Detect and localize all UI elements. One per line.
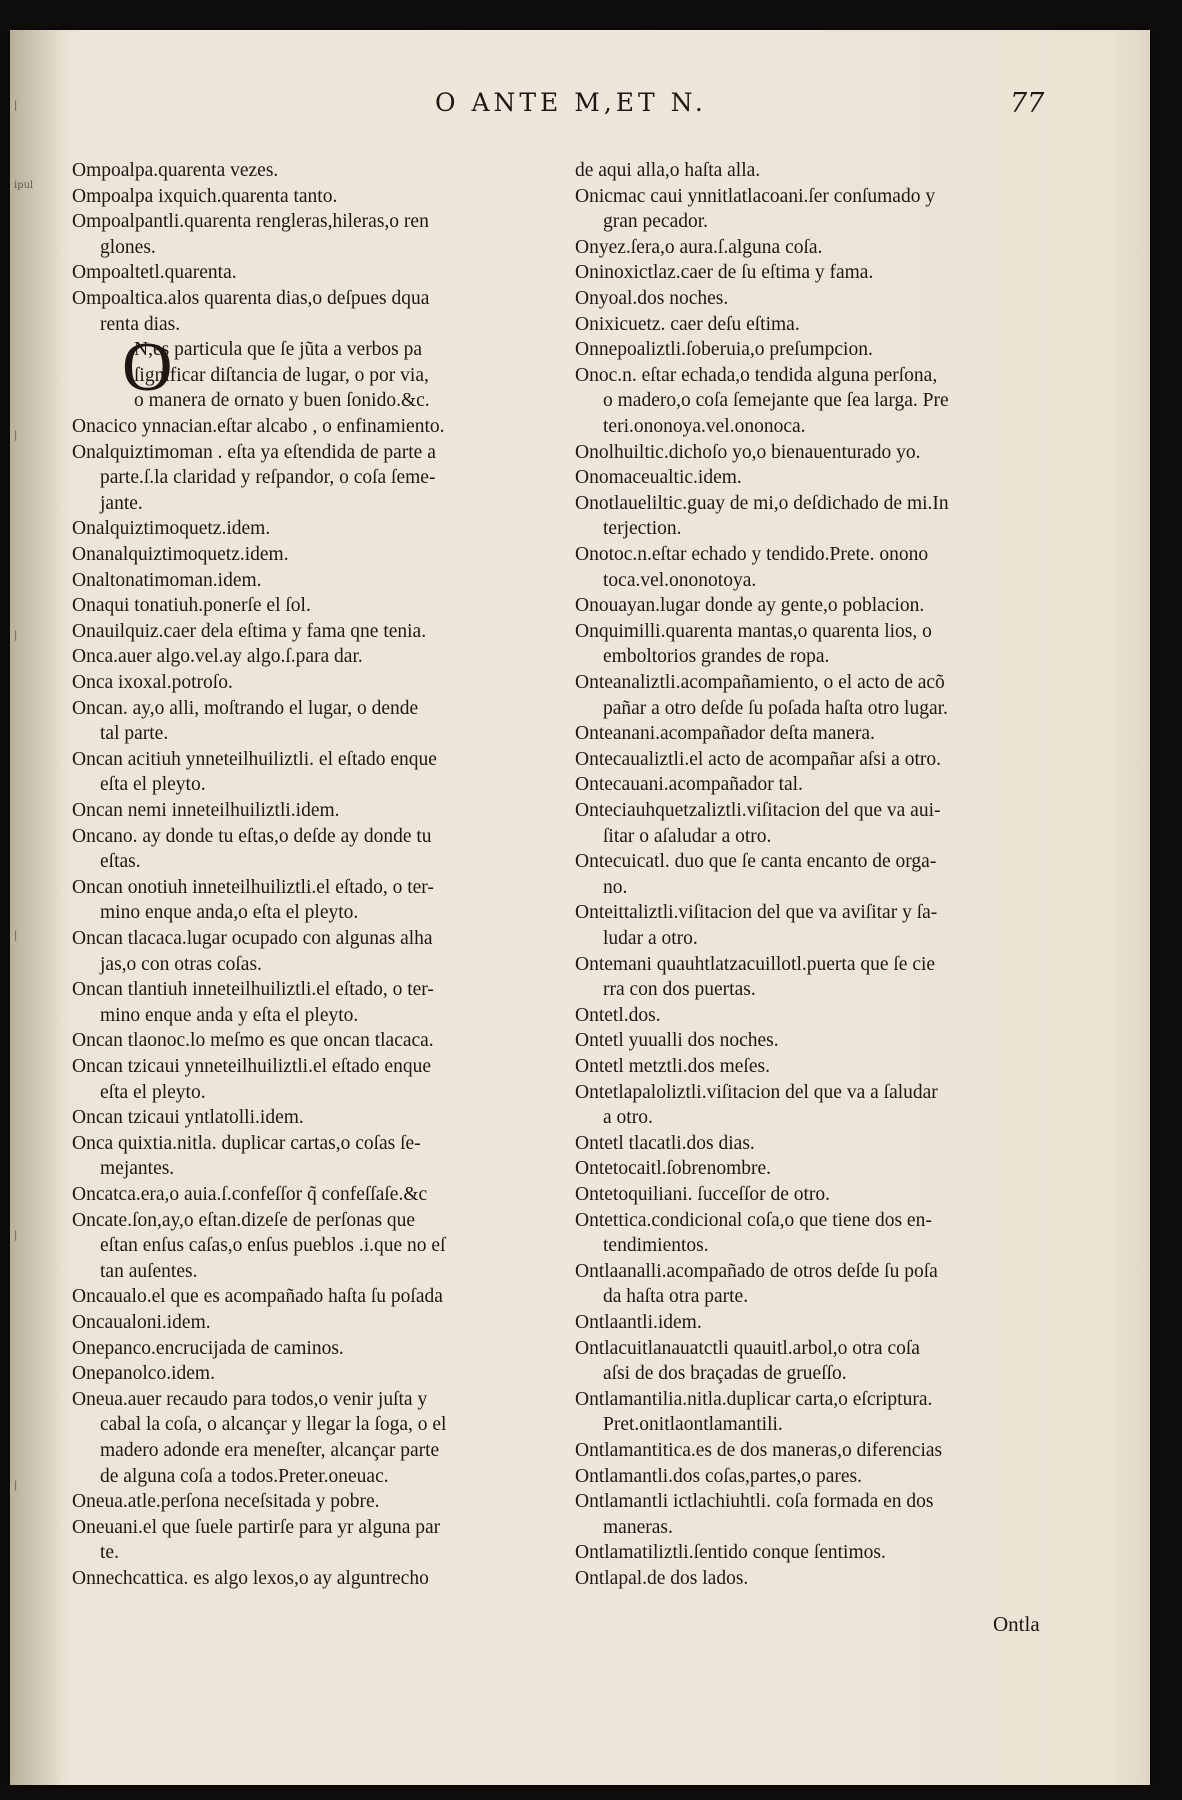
entry-line: Ompoalpa ixquich.quarenta tanto. [72,185,338,207]
entry-line: Oneua.auer recaudo para todos,o venir juſta y [72,1388,428,1410]
entry-line: Onolhuiltic.dichoſo yo,o bienauenturado yo. [575,441,921,463]
entry-line: Ontecauani.acompañador tal. [575,774,803,796]
entry-line: ſitar o aſaludar a otro. [603,825,772,847]
entry-line: Oncaualo.el que es acompañado haſta ſu poſada [72,1286,443,1308]
dictionary-entry [575,542,1080,593]
entry-line: Oncan onotiuh inneteilhuiliztli.el eſtado, o ter- [72,876,434,898]
dictionary-entry [72,414,562,440]
dictionary-entry [72,1336,562,1362]
dictionary-entry [575,593,1080,619]
gutter-fragment: | [14,930,18,941]
entry-line: Ompoalpa.quarenta vezes. [72,160,279,181]
dictionary-entry [72,926,562,977]
entry-line: Oncatca.era,o auia.ſ.confeſſor q̃ confeſſaſe.&c [72,1184,428,1205]
entry-line: de aqui alla,o haſta alla. [575,160,761,181]
entry-line: gran pecador. [603,211,709,233]
dictionary-entry [72,1310,562,1336]
entry-line: Ompoalpantli.quarenta rengleras,hileras,o ren [72,211,429,233]
entry-line: eſtas. [100,851,141,873]
entry-line: Onalquiztimoman . eſta ya eſtendida de parte a [72,441,436,463]
dictionary-entry [72,440,562,517]
gutter-fragment: | [14,1230,18,1241]
entry-line: Oneuani.el que ſuele partirſe para yr alguna par [72,1516,441,1538]
entry-line: Pret.onitlaontlamantili. [603,1414,783,1436]
entry-line: Onotoc.n.eſtar echado y tendido.Prete. onono [575,544,929,565]
dictionary-entry [575,1028,1080,1054]
dictionary-entry [72,1387,562,1489]
entry-line: cabal la coſa, o alcançar y llegar la ſoga, o el [100,1414,447,1436]
dictionary-entry [575,1131,1080,1157]
dictionary-entry [575,721,1080,747]
entry-line: Ontecuicatl. duo que ſe canta encanto de orga- [575,851,937,873]
entry-line: ludar a otro. [603,927,698,949]
entry-line: Onixicuetz. caer deſu eſtima. [575,313,800,335]
dictionary-entry [575,747,1080,773]
entry-line: mino enque anda,o eſta el pleyto. [100,902,359,924]
gutter-fragment: | [14,1480,18,1491]
dictionary-entry [72,1105,562,1131]
entry-line: Onicmac caui ynnitlatlacoani.ſer conſumado y [575,185,936,207]
entry-line: jante. [100,492,143,514]
dictionary-entry [72,824,562,875]
dictionary-entry [72,260,562,286]
dictionary-entry [575,1438,1080,1464]
entry-line: Onteittaliztli.viſitacion del que va aviſitar y ſa- [575,902,938,924]
particle-paragraph [72,329,562,414]
dictionary-entry [575,363,1080,440]
dictionary-entry [575,1182,1080,1208]
dictionary-entry [72,184,562,210]
catchword: Ontla [993,1612,1040,1636]
running-head: O ANTE M,ET N. [435,88,707,117]
entry-line: Ontlamantitica.es de dos maneras,o diferencias [575,1440,943,1461]
entry-line: Onanalquiztimoquetz.idem. [72,544,289,565]
dictionary-entry [575,1080,1080,1131]
entry-line: madero adonde era meneſter, alcançar parte [100,1439,440,1461]
dictionary-entry [575,312,1080,338]
entry-line: de alguna coſa a todos.Preter.oneuac. [100,1465,389,1487]
entry-line: eſta el pleyto. [100,774,206,796]
entry-line: Ontlamantilia.nitla.duplicar carta,o eſcriptura. [575,1388,933,1410]
dictionary-entry [72,670,562,696]
entry-line: eſtan enſus caſas,o enſus pueblos .i.que no eſ [100,1235,446,1257]
entry-line: Onyez.ſera,o aura.ſ.alguna coſa. [575,236,823,258]
entry-line: pañar a otro deſde ſu poſada haſta otro lugar. [603,697,948,719]
entry-line: Oncan acitiuh ynneteilhuiliztli. el eſtado enque [72,748,437,770]
entry-line: Ontlaantli.idem. [575,1312,702,1333]
entry-line: Ontettica.condicional coſa,o que tiene dos en- [575,1209,932,1231]
dictionary-entry [575,952,1080,1003]
dictionary-entry [575,900,1080,951]
dictionary-entry [575,1310,1080,1336]
dictionary-entry [72,1208,562,1285]
dictionary-entry [72,747,562,798]
paragraph-line: N,es particula que ſe jũta a verbos pa [134,339,423,361]
dictionary-entry [72,1182,562,1208]
entry-line: Ontlamantli.dos coſas,partes,o pares. [575,1465,863,1487]
entry-line: parte.ſ.la claridad y reſpandor, o coſa ſeme- [100,467,436,489]
entry-line: Ontetoquiliani. ſucceſſor de otro. [575,1184,831,1205]
entry-line: Ontetl metztli.dos meſes. [575,1056,770,1077]
entry-line: Ontetlapaloliztli.viſitacion del que va a ſaludar [575,1081,938,1103]
entry-line: Onepanolco.idem. [72,1363,215,1385]
entry-line: mino enque anda y eſta el pleyto. [100,1004,359,1026]
entry-line: tan auſentes. [100,1260,198,1282]
book-page [10,30,1150,1785]
entry-line: Onteanani.acompañador deſta manera. [575,723,875,745]
entry-line: Ontetl yuualli dos noches. [575,1030,779,1052]
dictionary-entry [575,1540,1080,1566]
entry-line: Onca quixtia.nitla. duplicar cartas,o coſas ſe- [72,1132,421,1154]
entry-line: Oncan tzicaui yntlatolli.idem. [72,1107,304,1129]
dictionary-entry [72,1361,562,1387]
entry-line: Onaltonatimoman.idem. [72,569,262,591]
entry-line: tal parte. [100,723,169,745]
entry-line: mejantes. [100,1158,175,1180]
entry-line: Onepanco.encrucijada de caminos. [72,1337,344,1359]
entry-line: Oncan tlacaca.lugar ocupado con algunas alha [72,928,433,949]
entry-line: Onnechcattica. es algo lexos,o ay alguntrecho [72,1568,429,1589]
dictionary-entry [72,696,562,747]
dictionary-entry [575,158,1080,184]
entry-line: renta dias. [100,313,181,335]
dictionary-entry [575,260,1080,286]
dictionary-entry [575,670,1080,721]
entry-line: eſta el pleyto. [100,1081,206,1103]
entry-line: Onaqui tonatiuh.ponerſe el ſol. [72,595,311,617]
dictionary-entry [72,1566,562,1592]
dictionary-entry [72,542,562,568]
entry-line: Oncan tzicaui ynneteilhuiliztli.el eſtado enque [72,1056,431,1077]
entry-line: Oncan. ay,o alli, moſtrando el lugar, o dende [72,697,419,719]
gutter-fragment: ipul [14,180,34,191]
entry-line: Onca.auer algo.vel.ay algo.ſ.para dar. [72,646,363,668]
gutter-fragment: | [14,630,18,641]
binding-gutter [10,30,62,1785]
entry-line: rra con dos puertas. [603,979,756,1001]
entry-line: o madero,o coſa ſemejante que ſea larga. Pre [603,390,949,412]
dictionary-entry [575,184,1080,235]
dictionary-entry [575,772,1080,798]
entry-line: Onouayan.lugar donde ay gente,o poblacion. [575,595,925,617]
dictionary-entry [72,1515,562,1566]
entry-line: Ompoaltica.alos quarenta dias,o deſpues dqua [72,288,430,309]
entry-line: Oncan tlantiuh inneteilhuiliztli.el eſtado, o ter- [72,979,434,1001]
entry-line: Ontlacuitlanauatctli quauitl.arbol,o otra coſa [575,1337,920,1359]
entry-line: Ontemani quauhtlatzacuillotl.puerta que ſe cie [575,953,936,975]
entry-line: Onotlaueliltic.guay de mi,o deſdichado de mi.In [575,492,949,514]
drop-cap: O [122,329,173,407]
paragraph-line: o manera de ornato y buen ſonido.&c. [134,390,430,412]
dictionary-entry [72,1054,562,1105]
dictionary-entry [575,1489,1080,1540]
gutter-fragment: | [14,430,18,441]
dictionary-entry [72,644,562,670]
entry-line: Ompoaltetl.quarenta. [72,262,237,284]
entry-line: teri.ononoya.vel.ononoca. [603,415,806,437]
dictionary-entry [72,209,562,260]
entry-line: Ontecaualiztli.el acto de acompañar aſsi a otro. [575,748,941,770]
dictionary-entry [72,798,562,824]
entry-line: Onnepoaliztli.ſoberuia,o preſumpcion. [575,339,873,361]
entry-line: Onalquiztimoquetz.idem. [72,518,271,540]
entry-line: aſsi de dos braçadas de grueſſo. [603,1363,847,1385]
entry-line: Onteanaliztli.acompañamiento, o el acto de acõ [575,672,945,693]
dictionary-entry [575,286,1080,312]
dictionary-entry [575,798,1080,849]
entry-line: Onyoal.dos noches. [575,288,729,309]
dictionary-entry [575,1156,1080,1182]
entry-line: Ontetl tlacatli.dos dias. [575,1132,755,1154]
dictionary-entry [575,235,1080,261]
dictionary-entry [575,1387,1080,1438]
entry-line: Oncan nemi inneteilhuiliztli.idem. [72,800,340,821]
dictionary-entry [72,158,562,184]
dictionary-entry [575,1003,1080,1029]
entry-line: Ontlaanalli.acompañado de otros deſde ſu poſa [575,1260,938,1282]
page-number: 77 [1010,88,1045,119]
dictionary-entry [72,593,562,619]
dictionary-entry [575,849,1080,900]
entry-line: terjection. [603,518,682,540]
entry-line: maneras. [603,1516,673,1538]
dictionary-entry [72,619,562,645]
dictionary-entry [72,977,562,1028]
paragraph-line: ſignificar diſtancia de lugar, o por via, [134,364,429,386]
entry-line: Oneua.atle.perſona neceſsitada y pobre. [72,1491,380,1513]
entry-line: Oncan tlaonoc.lo meſmo es que oncan tlacaca. [72,1030,434,1052]
entry-line: Ontlamatiliztli.ſentido conque ſentimos. [575,1542,886,1564]
entry-line: Oncate.ſon,ay,o eſtan.dizeſe de perſonas que [72,1209,416,1231]
dictionary-entry [575,1566,1080,1592]
entry-line: glones. [100,236,156,258]
entry-line: Onauilquiz.caer dela eſtima y fama qne tenia. [72,620,427,642]
dictionary-entry [575,337,1080,363]
entry-line: emboltorios grandes de ropa. [603,646,830,668]
dictionary-entry [72,1284,562,1310]
dictionary-entry [575,1259,1080,1310]
entry-line: Ontetocaitl.ſobrenombre. [575,1158,772,1180]
dictionary-entry [575,1336,1080,1387]
entry-line: a otro. [603,1107,653,1129]
dictionary-entry [575,491,1080,542]
entry-line: Oncano. ay donde tu eſtas,o deſde ay donde tu [72,825,432,847]
dictionary-entry [575,1464,1080,1490]
entry-line: Oncaualoni.idem. [72,1312,211,1333]
entry-line: no. [603,876,628,898]
entry-line: tendimientos. [603,1235,709,1257]
entry-line: Ontetl.dos. [575,1004,661,1026]
entry-line: Onquimilli.quarenta mantas,o quarenta lios, o [575,620,932,642]
dictionary-entry [575,619,1080,670]
entry-line: Ontlapal.de dos lados. [575,1568,749,1589]
entry-line: te. [100,1542,119,1564]
gutter-fragment: | [14,100,18,111]
entry-line: Ontlamantli ictlachiuhtli. coſa formada en dos [575,1491,934,1513]
entry-line: Onoc.n. eſtar echada,o tendida alguna perſona, [575,364,938,386]
dictionary-entry [72,568,562,594]
entry-line: Onomaceualtic.idem. [575,467,742,489]
entry-line: toca.vel.ononotoya. [603,569,757,591]
dictionary-entry [72,516,562,542]
dictionary-entry [575,1054,1080,1080]
entry-line: Onca ixoxal.potroſo. [72,672,233,693]
dictionary-entry [72,1028,562,1054]
dictionary-entry [575,1208,1080,1259]
entry-line: jas,o con otras coſas. [100,953,262,975]
entry-line: Oninoxictlaz.caer de ſu eſtima y fama. [575,262,874,284]
dictionary-entry [575,440,1080,466]
dictionary-entry [72,1489,562,1515]
dictionary-entry [72,1131,562,1182]
dictionary-entry [72,875,562,926]
dictionary-entry [575,465,1080,491]
entry-line: Onacico ynnacian.eſtar alcabo , o enfinamiento. [72,416,445,437]
entry-line: da haſta otra parte. [603,1286,749,1308]
entry-line: Onteciauhquetzaliztli.viſitacion del que va aui- [575,800,941,821]
